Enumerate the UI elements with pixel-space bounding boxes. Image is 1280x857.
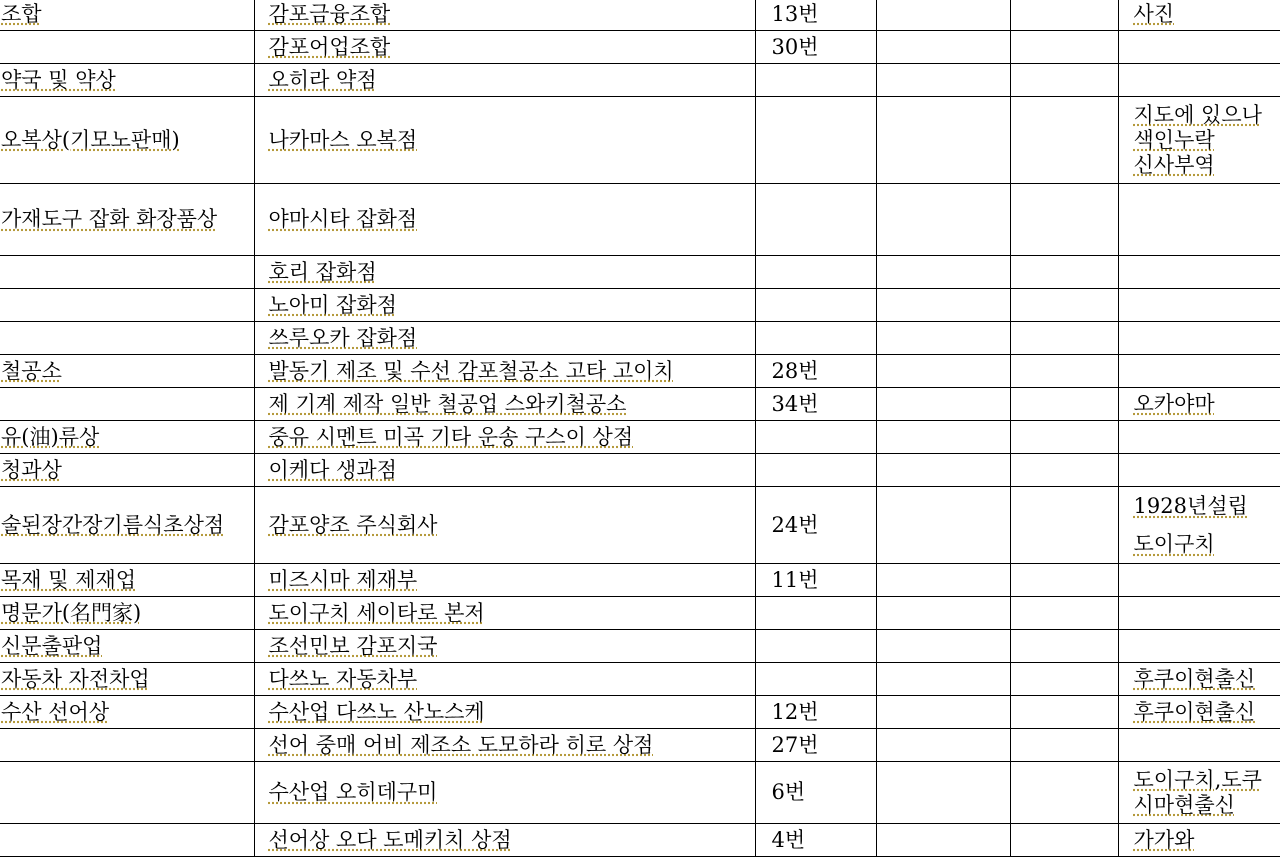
name-cell: 감포양조 주식회사 (254, 487, 755, 564)
empty-cell (1010, 64, 1118, 97)
table-row (0, 487, 1280, 564)
category-cell (0, 824, 254, 857)
table-row (0, 355, 1280, 388)
empty-cell (1010, 289, 1118, 322)
note-cell (1118, 322, 1280, 355)
number-cell (755, 64, 876, 97)
empty-cell (1010, 256, 1118, 289)
category-cell: 청과상 (0, 454, 254, 487)
note-cell: 지도에 있으나 색인누락 신사부역 (1118, 97, 1280, 184)
category-cell: 철공소 (0, 355, 254, 388)
table-row (0, 729, 1280, 762)
category-cell: 조합 (0, 0, 254, 31)
category-cell: 명문가(名門家) (0, 597, 254, 630)
empty-cell (1010, 729, 1118, 762)
number-cell: 12번 (755, 696, 876, 729)
name-cell: 수산업 오히데구미 (254, 762, 755, 824)
empty-cell (1010, 454, 1118, 487)
table-row (0, 184, 1280, 256)
note-cell (1118, 564, 1280, 597)
empty-cell (876, 0, 1010, 31)
table-row (0, 597, 1280, 630)
number-cell (755, 630, 876, 663)
empty-cell (876, 97, 1010, 184)
note-cell (1118, 31, 1280, 64)
empty-cell (1010, 630, 1118, 663)
name-cell: 다쓰노 자동차부 (254, 663, 755, 696)
number-cell: 13번 (755, 0, 876, 31)
name-cell: 쓰루오카 잡화점 (254, 322, 755, 355)
name-cell: 조선민보 감포지국 (254, 630, 755, 663)
number-cell: 11번 (755, 564, 876, 597)
empty-cell (876, 355, 1010, 388)
note-cell (1118, 454, 1280, 487)
empty-cell (876, 64, 1010, 97)
table-row (0, 762, 1280, 824)
number-cell (755, 421, 876, 454)
number-cell (755, 322, 876, 355)
table-row (0, 31, 1280, 64)
name-cell: 발동기 제조 및 수선 감포철공소 고타 고이치 (254, 355, 755, 388)
empty-cell (1010, 824, 1118, 857)
empty-cell (876, 663, 1010, 696)
category-cell: 수산 선어상 (0, 696, 254, 729)
note-cell: 사진 (1118, 0, 1280, 31)
table-row (0, 564, 1280, 597)
category-cell: 오복상(기모노판매) (0, 97, 254, 184)
category-cell: 술된장간장기름식초상점 (0, 487, 254, 564)
empty-cell (1010, 97, 1118, 184)
name-cell: 중유 시멘트 미곡 기타 운송 구스이 상점 (254, 421, 755, 454)
note-cell: 도이구치,도쿠시마현출신 (1118, 762, 1280, 824)
table-row (0, 64, 1280, 97)
note-cell: 가가와 (1118, 824, 1280, 857)
name-cell: 오히라 약점 (254, 64, 755, 97)
empty-cell (876, 824, 1010, 857)
table-row (0, 388, 1280, 421)
table-row (0, 663, 1280, 696)
empty-cell (876, 184, 1010, 256)
note-cell (1118, 184, 1280, 256)
number-cell: 27번 (755, 729, 876, 762)
number-cell: 6번 (755, 762, 876, 824)
note-cell (1118, 630, 1280, 663)
name-cell: 선어 중매 어비 제조소 도모하라 히로 상점 (254, 729, 755, 762)
empty-cell (876, 762, 1010, 824)
category-cell: 약국 및 약상 (0, 64, 254, 97)
empty-cell (876, 564, 1010, 597)
empty-cell (1010, 663, 1118, 696)
number-cell (755, 597, 876, 630)
number-cell (755, 663, 876, 696)
name-cell: 감포금융조합 (254, 0, 755, 31)
category-cell (0, 289, 254, 322)
category-cell: 유(油)류상 (0, 421, 254, 454)
number-cell: 24번 (755, 487, 876, 564)
note-cell: 1928년설립 도이구치 (1118, 487, 1280, 564)
number-cell (755, 256, 876, 289)
empty-cell (1010, 322, 1118, 355)
note-cell: 오카야마 (1118, 388, 1280, 421)
category-cell (0, 762, 254, 824)
category-cell (0, 256, 254, 289)
note-cell (1118, 597, 1280, 630)
empty-cell (1010, 184, 1118, 256)
note-cell (1118, 355, 1280, 388)
table-row (0, 696, 1280, 729)
empty-cell (1010, 487, 1118, 564)
name-cell: 도이구치 세이타로 본저 (254, 597, 755, 630)
note-cell (1118, 289, 1280, 322)
table-row (0, 289, 1280, 322)
category-cell: 자동차 자전차업 (0, 663, 254, 696)
empty-cell (1010, 421, 1118, 454)
note-cell: 후쿠이현출신 (1118, 696, 1280, 729)
empty-cell (876, 729, 1010, 762)
note-cell: 후쿠이현출신 (1118, 663, 1280, 696)
category-cell (0, 388, 254, 421)
name-cell: 수산업 다쓰노 산노스케 (254, 696, 755, 729)
number-cell: 34번 (755, 388, 876, 421)
name-cell: 이케다 생과점 (254, 454, 755, 487)
name-cell: 선어상 오다 도메키치 상점 (254, 824, 755, 857)
table-row (0, 256, 1280, 289)
name-cell: 노아미 잡화점 (254, 289, 755, 322)
note-cell (1118, 256, 1280, 289)
empty-cell (1010, 597, 1118, 630)
table-row (0, 630, 1280, 663)
empty-cell (876, 256, 1010, 289)
table-row (0, 97, 1280, 184)
note-cell (1118, 64, 1280, 97)
empty-cell (876, 597, 1010, 630)
name-cell: 제 기계 제작 일반 철공업 스와키철공소 (254, 388, 755, 421)
table-row (0, 824, 1280, 857)
empty-cell (1010, 762, 1118, 824)
empty-cell (1010, 0, 1118, 31)
category-cell (0, 729, 254, 762)
empty-cell (1010, 696, 1118, 729)
table-row (0, 421, 1280, 454)
name-cell: 야마시타 잡화점 (254, 184, 755, 256)
number-cell: 28번 (755, 355, 876, 388)
name-cell: 감포어업조합 (254, 31, 755, 64)
table-row (0, 0, 1280, 31)
empty-cell (1010, 355, 1118, 388)
category-cell: 목재 및 제재업 (0, 564, 254, 597)
category-cell: 가재도구 잡화 화장품상 (0, 184, 254, 256)
empty-cell (876, 454, 1010, 487)
empty-cell (1010, 564, 1118, 597)
category-cell (0, 322, 254, 355)
note-cell (1118, 729, 1280, 762)
category-cell (0, 31, 254, 64)
empty-cell (1010, 31, 1118, 64)
number-cell: 30번 (755, 31, 876, 64)
empty-cell (876, 289, 1010, 322)
table-row (0, 454, 1280, 487)
empty-cell (876, 630, 1010, 663)
number-cell (755, 454, 876, 487)
empty-cell (876, 487, 1010, 564)
category-cell: 신문출판업 (0, 630, 254, 663)
name-cell: 나카마스 오복점 (254, 97, 755, 184)
note-cell (1118, 421, 1280, 454)
name-cell: 호리 잡화점 (254, 256, 755, 289)
empty-cell (876, 388, 1010, 421)
empty-cell (876, 421, 1010, 454)
name-cell: 미즈시마 제재부 (254, 564, 755, 597)
table-row (0, 322, 1280, 355)
empty-cell (1010, 388, 1118, 421)
empty-cell (876, 322, 1010, 355)
empty-cell (876, 696, 1010, 729)
number-cell: 4번 (755, 824, 876, 857)
number-cell (755, 289, 876, 322)
number-cell (755, 184, 876, 256)
number-cell (755, 97, 876, 184)
empty-cell (876, 31, 1010, 64)
